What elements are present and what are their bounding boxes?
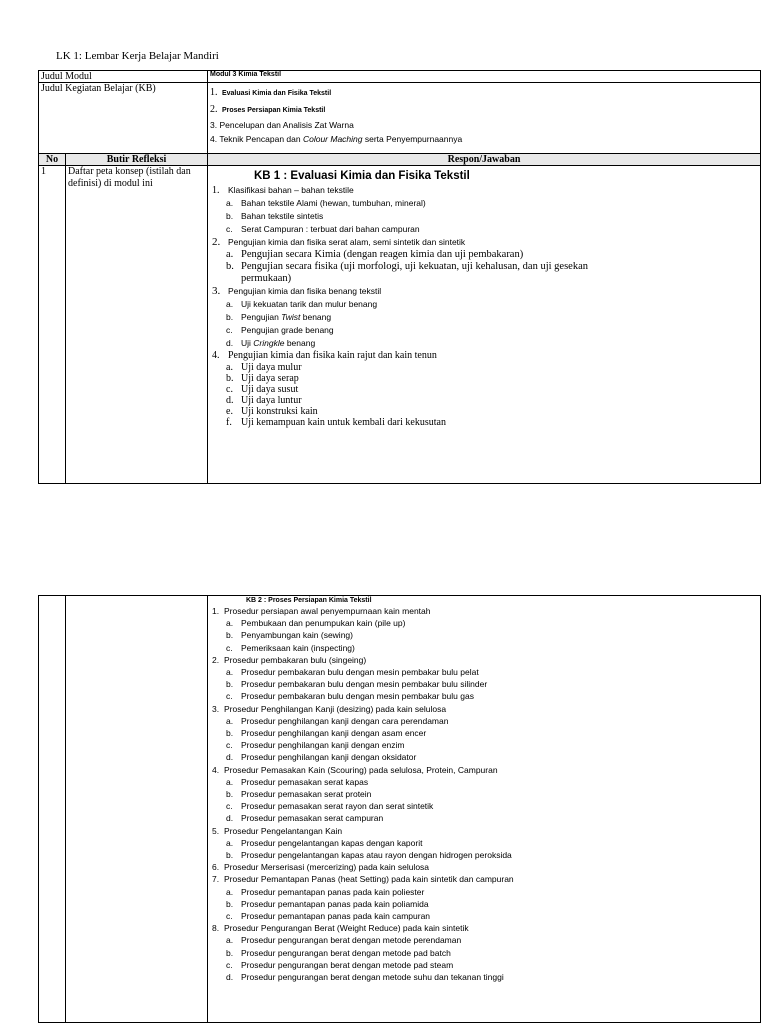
list-item: b. Prosedur pembakaran bulu dengan mesin pembakar bulu silinder	[226, 679, 488, 690]
kb-list	[208, 83, 761, 154]
worksheet-table-page2	[38, 595, 761, 1023]
list-heading: 6. Prosedur Merserisasi (mercerizing) pada kain selulosa	[212, 862, 430, 873]
list-item: a. Pembukaan dan penumpukan kain (pile up)	[226, 618, 406, 629]
list-item: b. Prosedur penghilangan kanji dengan asam encer	[226, 728, 427, 739]
table-row	[39, 596, 761, 1023]
kb-row	[39, 83, 761, 154]
document-title: LK 1: Lembar Kerja Belajar Mandiri	[56, 50, 219, 62]
row-number	[39, 596, 66, 1023]
list-item: b. Pengujian secara fisika (uji morfologi, uji kekuatan, uji kehalusan, dan uji gesekan	[226, 261, 588, 272]
kb2-answer	[208, 596, 761, 1023]
list-item: a. Prosedur pengurangan berat dengan metode perendaman	[226, 935, 462, 946]
list-item: a. Prosedur penghilangan kanji dengan cara perendaman	[226, 715, 449, 726]
table-row	[39, 166, 761, 484]
list-item: b. Uji daya serap	[226, 373, 299, 384]
list-item: c. Prosedur pemasakan serat rayon dan serat sintetik	[226, 801, 434, 812]
list-heading: 5. Prosedur Pengelantangan Kain	[212, 825, 343, 836]
list-item: b. Prosedur pengurangan berat dengan metode pad batch	[226, 947, 451, 958]
list-heading: 3. Prosedur Penghilangan Kanji (desizing) pada kain selulosa	[212, 703, 447, 714]
kb1-answer	[208, 166, 761, 484]
list-item: c. Pengujian grade benang	[226, 325, 334, 335]
list-item: a. Prosedur pemasakan serat kapas	[226, 776, 369, 787]
worksheet-table-page1	[38, 70, 761, 484]
kb-item: 2. Proses Persiapan Kimia Tekstil	[210, 104, 326, 115]
list-item: f. Uji kemampuan kain untuk kembali dari kekusutan	[226, 417, 446, 428]
list-item: c. Uji daya susut	[226, 384, 299, 395]
list-item: c. Pemeriksaan kain (inspecting)	[226, 642, 355, 653]
list-item: a. Prosedur pemantapan panas pada kain poliester	[226, 886, 425, 897]
kb-item: 1. Evaluasi Kimia dan Fisika Tekstil	[210, 87, 332, 98]
header-no: No	[39, 154, 66, 166]
list-item: a. Prosedur pengelantangan kapas dengan kaporit	[226, 837, 423, 848]
list-item: d. Prosedur pemasakan serat campuran	[226, 813, 384, 824]
list-item: a. Uji kekuatan tarik dan mulur benang	[226, 299, 378, 309]
list-heading: 7. Prosedur Pemantapan Panas (heat Setting) pada kain sintetik dan campuran	[212, 874, 514, 885]
list-item: b. Prosedur pemasakan serat protein	[226, 789, 372, 800]
list-item: a. Pengujian secara Kimia (dengan reagen kimia dan uji pembakaran)	[226, 249, 524, 260]
list-item: c. Prosedur penghilangan kanji dengan enzim	[226, 740, 405, 751]
row-number: 1	[39, 166, 66, 484]
list-item: b. Prosedur pemantapan panas pada kain poliamida	[226, 898, 429, 909]
list-heading: 4. Pengujian kimia dan fisika kain rajut dan kain tenun	[212, 350, 437, 361]
header-butir: Butir Refleksi	[66, 154, 208, 166]
kb-item: 3. Pencelupan dan Analisis Zat Warna	[210, 120, 354, 130]
row-butir: Daftar peta konsep (istilah dan definisi) di modul ini	[66, 166, 208, 484]
kb2-title: KB 2 : Proses Persiapan Kimia Tekstil	[246, 597, 372, 604]
list-heading: 1. Prosedur persiapan awal penyempurnaan kain mentah	[212, 606, 431, 616]
list-item: permukaan)	[241, 273, 292, 284]
list-item: d. Prosedur penghilangan kanji dengan oksidator	[226, 752, 417, 763]
list-item: a. Bahan tekstile Alami (hewan, tumbuhan, mineral)	[226, 198, 426, 208]
list-heading: 1. Klasifikasi bahan – bahan tekstile	[212, 185, 354, 196]
list-item: c. Prosedur pemantapan panas pada kain campuran	[226, 911, 431, 922]
row-butir	[66, 596, 208, 1023]
list-heading: 8. Prosedur Pengurangan Berat (Weight Reduce) pada kain sintetik	[212, 923, 469, 934]
list-item: b. Pengujian Twist benang	[226, 312, 332, 322]
list-item: d. Uji daya luntur	[226, 395, 302, 406]
list-item: b. Prosedur pengelantangan kapas atau rayon dengan hidrogen peroksida	[226, 850, 512, 861]
table-header	[39, 154, 761, 166]
list-item: c. Serat Campuran : terbuat dari bahan campuran	[226, 224, 420, 234]
list-item: a. Uji daya mulur	[226, 362, 302, 373]
list-item: b. Bahan tekstile sintetis	[226, 211, 324, 221]
kb1-title: KB 1 : Evaluasi Kimia dan Fisika Tekstil	[254, 170, 470, 182]
kb-label: Judul Kegiatan Belajar (KB)	[39, 83, 208, 154]
list-heading: 4. Prosedur Pemasakan Kain (Scouring) pada selulosa, Protein, Campuran	[212, 764, 498, 775]
list-item: a. Prosedur pembakaran bulu dengan mesin pembakar bulu pelat	[226, 667, 479, 678]
module-label: Judul Modul	[39, 71, 208, 83]
header-respon: Respon/Jawaban	[208, 154, 761, 166]
list-heading: 2. Prosedur pembakaran bulu (singeing)	[212, 654, 367, 665]
list-item: c. Prosedur pengurangan berat dengan metode pad steam	[226, 959, 454, 970]
list-item: d. Prosedur pengurangan berat dengan metode suhu dan tekanan tinggi	[226, 972, 504, 983]
list-heading: 2. Pengujian kimia dan fisika serat alam, semi sintetik dan sintetik	[212, 236, 466, 248]
kb-item: 4. Teknik Pencapan dan Colour Maching serta Penyempurnaannya	[210, 134, 463, 144]
list-heading: 3. Pengujian kimia dan fisika benang tekstil	[212, 285, 382, 297]
list-item: e. Uji konstruksi kain	[226, 406, 318, 417]
list-item: b. Penyambungan kain (sewing)	[226, 630, 353, 641]
module-value: Modul 3 Kimia Tekstil	[208, 71, 761, 83]
list-item: c. Prosedur pembakaran bulu dengan mesin pembakar bulu gas	[226, 691, 474, 702]
list-item: d. Uji Cringkle benang	[226, 338, 316, 348]
module-row	[39, 71, 761, 83]
kb2-list	[210, 605, 758, 983]
